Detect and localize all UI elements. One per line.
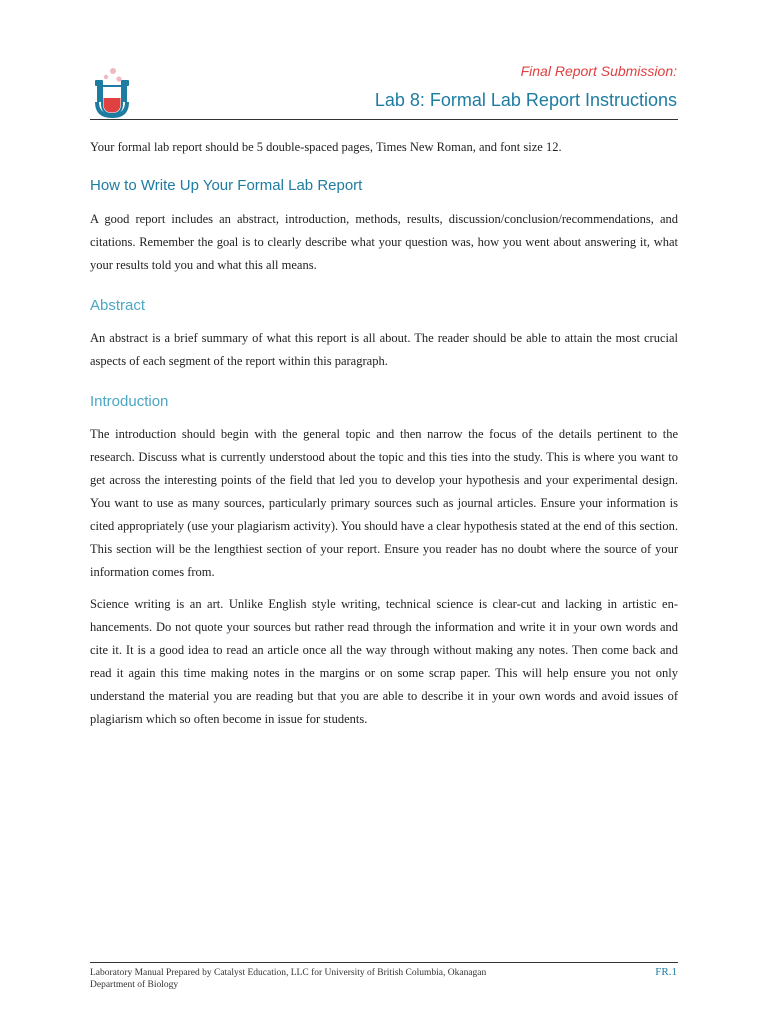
flask-u-logo-icon [92,66,132,118]
page-title: Lab 8: Formal Lab Report Instructions [374,90,677,110]
footer-line-2: Department of Biology [90,980,179,990]
section-heading-introduction: Introduction [90,393,169,410]
header-divider [90,119,678,120]
introduction-paragraph-1: The introduction should begin with the general topic and then narrow the focus of the details pertinent to the research. Discuss what is currently understood about the topic and this ties into the study. This is where you want to get across the interesting points of the field that led you to develop your hypothesis and your experimental design. You want to use as many sources, particularly primary sources such as journal articles. Ensure your information is cited appropriately (use your plagiarism activity). You should have a clear hypothesis stated at the end of this section. This section will be the lengthiest section of your report. Ensure you reader has no doubt where the source of your information comes from. [90,427,678,579]
document-body [90,136,678,731]
how-to-write-paragraph: A good report includes an abstract, introduction, methods, results, discussion/conclusion/recommendations, and citations. Remember the goal is to clearly describe what your question was, how you went about answering it, what your results told you and what this all means. [90,212,678,272]
page-number: FR.1 [655,966,677,978]
footer-divider [90,962,678,963]
section-heading-abstract: Abstract [90,297,146,314]
footer-line-1: Laboratory Manual Prepared by Catalyst Education, LLC for University of British Columbia, Okanagan [90,968,487,978]
footer-credit [90,967,560,991]
introduction-paragraph-2: Science writing is an art. Unlike English style writing, technical science is clear-cut and lacking in artistic enhancements. Do not quote your sources but rather read through the information and write it in your own words and cite it. It is a good idea to read an article once all the way through without making any notes. Then come back and read it again this time making notes in the margins or on some scrap paper. This will help ensure you not only understand the material you are reading but that you are able to describe it in your own words and avoid issues of plagiarism which so often become in issue for students. [90,597,678,726]
abstract-paragraph: An abstract is a brief summary of what this report is all about. The reader should be able to attain the most crucial aspects of each segment of the report within this paragraph. [90,331,678,368]
section-heading-how-to-write: How to Write Up Your Formal Lab Report [90,177,363,194]
intro-paragraph: Your formal lab report should be 5 double-spaced pages, Times New Roman, and font size 12. [90,140,562,154]
header-eyebrow: Final Report Submission: [520,63,677,79]
